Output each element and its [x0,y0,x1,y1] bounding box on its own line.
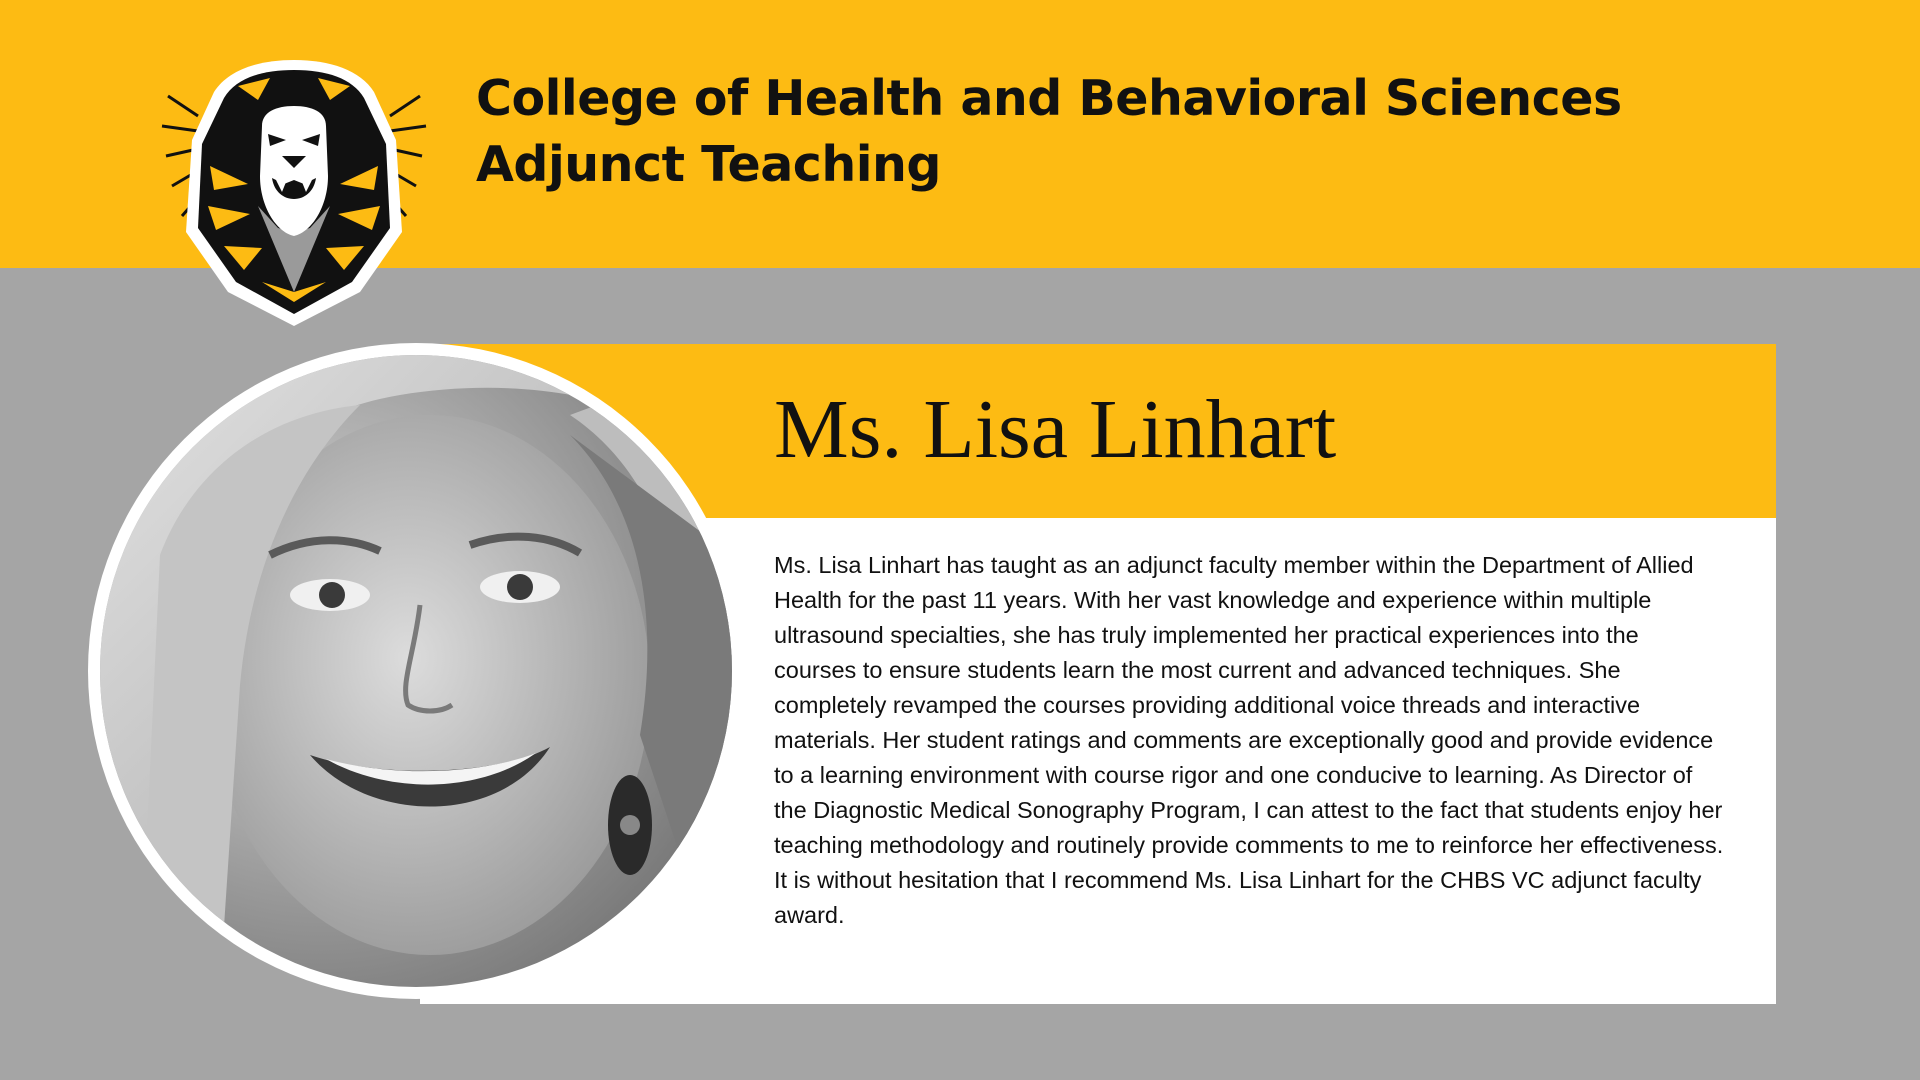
page-title: College of Health and Behavioral Sciences Adjunct Teaching [476,70,1622,193]
tiger-mascot-icon [158,56,430,328]
nomination-text: Ms. Lisa Linhart has taught as an adjunct faculty member within the Department of Allied Health for the past 11 years. With her vast knowledge and experience within multiple ultrasound specialties, she has truly implemented her practical experiences into the courses to ensure students learn the most current and advanced techniques. She completely revamped the courses providing additional voice threads and interactive materials. Her student ratings and comments are exceptionally good and provide evidence to a learning environment with course rigor and one conducive to learning. As Director of the Diagnostic Medical Sonography Program, I can attest to the fact that students enjoy her teaching methodology and routinely provide comments to me to reinforce her effectiveness. It is without hesitation that I recommend Ms. Lisa Linhart for the CHBS VC adjunct faculty award. [774,552,1724,928]
portrait-photo [100,355,732,987]
faculty-name: Ms. Lisa Linhart [774,383,1337,476]
